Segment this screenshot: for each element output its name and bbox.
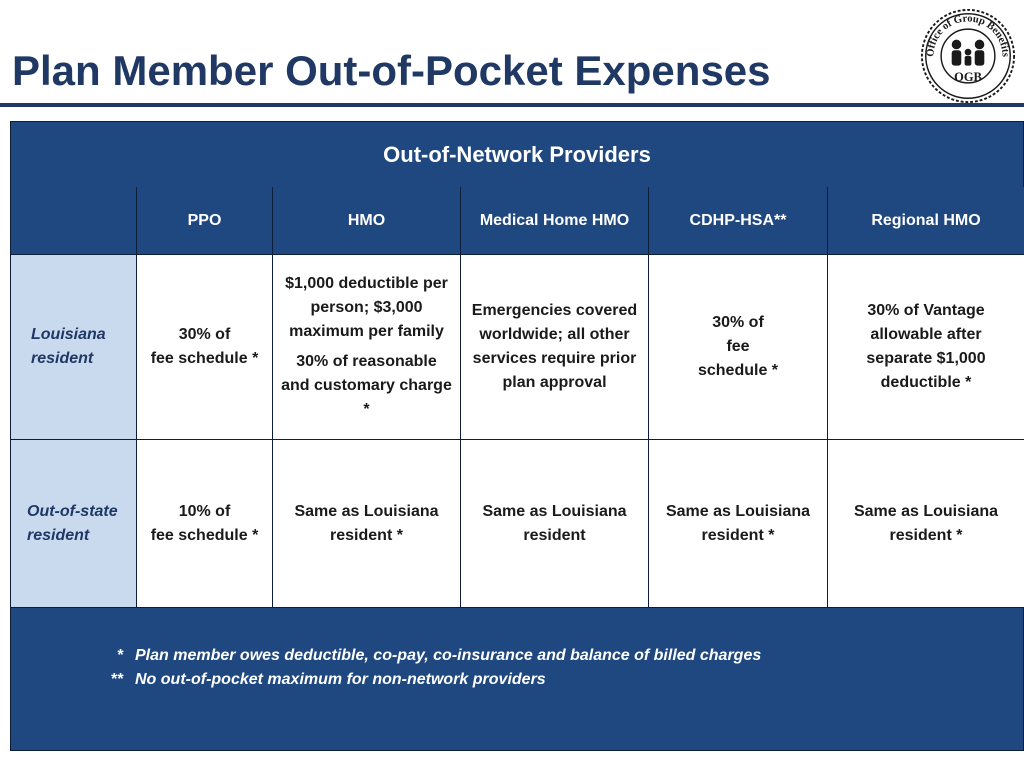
cell-out-of-state-hmo: Same as Louisiana resident * — [273, 440, 461, 608]
cell-out-of-state-regional-hmo: Same as Louisiana resident * — [828, 440, 1024, 608]
title-divider — [0, 103, 1024, 107]
cell-out-of-state-ppo: 10% of fee schedule * — [137, 440, 273, 608]
column-header-regional-hmo: Regional HMO — [828, 187, 1024, 255]
footnote-2 — [93, 671, 546, 689]
cell-out-of-state-cdhp-hsa: Same as Louisiana resident * — [649, 440, 828, 608]
hmo-charge-text: 30% of reasonable and customary charge * — [281, 353, 452, 418]
cell-louisiana-medical-home-hmo: Emergencies covered worldwide; all other services require prior plan approval — [461, 255, 649, 440]
row-label-text: Out-of-state resident — [27, 502, 118, 544]
column-header-cdhp-hsa: CDHP-HSA** — [649, 187, 828, 255]
footnote-mark: ** — [110, 671, 123, 688]
footnote-text: Plan member owes deductible, co-pay, co-insurance and balance of billed charges — [135, 647, 762, 664]
column-header-medical-home-hmo: Medical Home HMO — [461, 187, 649, 255]
table-grid — [11, 187, 1024, 608]
ogb-logo — [920, 8, 1016, 104]
row-label-louisiana-resident — [11, 255, 137, 440]
row-label-text: Louisiana resident — [31, 326, 106, 367]
row-label-out-of-state-resident — [11, 440, 137, 608]
footnote-text: No out-of-pocket maximum for non-network providers — [135, 671, 546, 688]
cell-louisiana-ppo: 30% of fee schedule * — [137, 255, 273, 440]
table-header: Out-of-Network Providers — [11, 122, 1023, 188]
page-title: Plan Member Out-of-Pocket Expenses — [12, 47, 771, 94]
cell-louisiana-regional-hmo: 30% of Vantage allowable after separate $1,000 deductible * — [828, 255, 1024, 440]
footnote-1 — [93, 647, 761, 665]
hmo-deductible-text: $1,000 deductible per person; $3,000 maximum per family — [285, 275, 448, 340]
column-header-ppo: PPO — [137, 187, 273, 255]
cell-louisiana-cdhp-hsa: 30% of fee schedule * — [649, 255, 828, 440]
column-header-hmo: HMO — [273, 187, 461, 255]
cell-out-of-state-medical-home-hmo: Same as Louisiana resident — [461, 440, 649, 608]
logo-ring-text: Office of Group Benefits — [925, 13, 1011, 58]
footnote-mark: * — [116, 647, 123, 664]
footnotes — [11, 609, 1023, 750]
column-header-empty — [11, 187, 137, 255]
logo-abbr: OGB — [954, 69, 982, 84]
expenses-table — [10, 121, 1024, 751]
cell-louisiana-hmo — [273, 255, 461, 440]
